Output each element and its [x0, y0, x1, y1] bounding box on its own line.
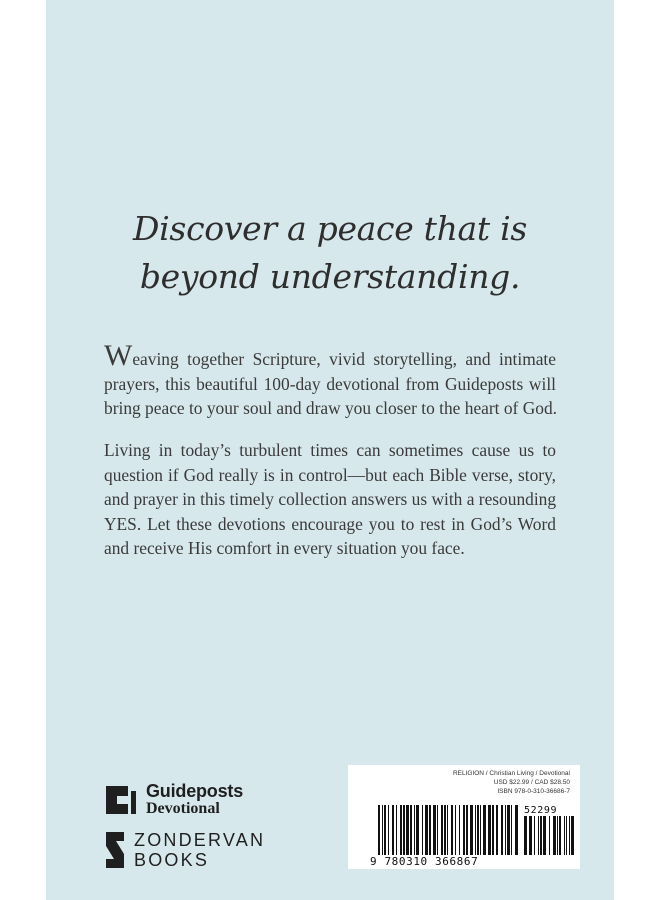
guideposts-logo: [104, 779, 243, 821]
barcode-bar: [382, 805, 383, 855]
barcode-bar: [463, 805, 465, 855]
barcode-panel: [348, 765, 580, 869]
barcode-bar: [507, 805, 510, 855]
isbn-text: ISBN 978-0-310-36686-7: [497, 788, 570, 795]
zondervan-subtitle: BOOKS: [134, 850, 210, 870]
barcode-bar: [400, 805, 402, 855]
guideposts-logo-icon: [104, 782, 138, 818]
barcode-bar: [529, 816, 532, 855]
drop-cap: W: [104, 339, 133, 372]
barcode-bar: [451, 805, 453, 855]
barcode-bar: [557, 816, 558, 855]
zondervan-logo-icon: [104, 830, 126, 870]
barcode-bar: [425, 805, 428, 855]
barcode-bar: [392, 805, 394, 855]
barcode-bar: [410, 805, 412, 855]
barcode-bar: [571, 816, 574, 855]
barcode-image: [348, 765, 580, 869]
price-code-digits: 52299: [524, 805, 558, 816]
barcode-bar: [384, 805, 386, 855]
headline: [46, 205, 614, 301]
barcode-bar: [549, 816, 550, 855]
barcode-bar: [378, 805, 380, 855]
price-barcode: [524, 816, 574, 855]
headline-line-1: Discover a peace that is: [133, 209, 527, 248]
barcode-bar: [553, 816, 556, 855]
barcode-bar: [433, 805, 436, 855]
barcode-bar: [511, 805, 512, 855]
paragraph-line: YES. Let these devotions encourage you to rest in God’s Word: [104, 513, 556, 534]
barcode-bar: [406, 805, 409, 855]
barcode-bar: [422, 805, 423, 855]
barcode-bar: [414, 805, 415, 855]
barcode-bar: [559, 816, 561, 855]
barcode-bar: [538, 816, 539, 855]
barcode-bar: [534, 816, 535, 855]
paragraph-line: prayers, this beautiful 100-day devotional from Guideposts will: [104, 373, 556, 394]
paragraph-line: bring peace to your soul and draw you closer to the heart of God.: [104, 398, 557, 419]
paragraph-line: Weaving together Scripture, vivid storytelling, and intimate: [104, 339, 556, 372]
zondervan-name: ZONDERVAN: [134, 830, 266, 850]
guideposts-subtitle: Devotional: [146, 800, 220, 817]
zondervan-logo: [104, 829, 265, 871]
back-cover: [46, 0, 614, 900]
barcode-bar: [429, 805, 431, 855]
paragraph-line: and prayer in this timely collection answers us with a resounding: [104, 489, 557, 510]
headline-line-2: beyond understanding.: [139, 257, 521, 296]
barcode-bar: [475, 805, 476, 855]
price-text: USD $22.99 / CAD $28.50: [493, 779, 570, 786]
barcode-bar: [483, 805, 486, 855]
description-paragraph-2: [104, 438, 556, 561]
barcode-bar: [477, 805, 479, 855]
barcode-bar: [416, 805, 419, 855]
barcode-bar: [441, 805, 443, 855]
barcode-bar: [543, 816, 546, 855]
barcode-bar: [488, 805, 491, 855]
barcode-bar: [388, 805, 389, 855]
barcode-bar: [480, 805, 481, 855]
barcode-bar: [569, 816, 570, 855]
barcode-bar: [515, 805, 518, 855]
barcode-bar: [403, 805, 405, 855]
barcode-bar: [540, 816, 542, 855]
barcode-bar: [505, 805, 506, 855]
barcode-bar: [492, 805, 494, 855]
barcode-bar: [524, 816, 527, 855]
barcode-bar: [470, 805, 473, 855]
barcode-bar: [459, 805, 460, 855]
description-paragraph-1: [104, 339, 557, 421]
barcode-bar: [496, 805, 498, 855]
ean-barcode: [378, 805, 518, 855]
barcode-bar: [501, 805, 503, 855]
ean-digits: 9 780310 366867: [370, 855, 479, 868]
barcode-bar: [396, 805, 397, 855]
paragraph-line: Living in today’s turbulent times can sometimes cause us to: [104, 440, 556, 460]
paragraph-line: question if God really is in control—but each Bible verse, story,: [104, 464, 556, 485]
barcode-bar: [455, 805, 456, 855]
category-text: RELIGION / Christian Living / Devotional: [452, 770, 570, 777]
paragraph-line: and receive His comfort in every situation you face.: [104, 538, 465, 559]
barcode-bar: [466, 805, 468, 855]
guideposts-name: Guideposts: [146, 781, 244, 801]
barcode-bar: [444, 805, 446, 855]
barcode-bar: [564, 816, 565, 855]
barcode-bar: [437, 805, 438, 855]
barcode-bar: [447, 805, 448, 855]
barcode-bar: [566, 816, 567, 855]
